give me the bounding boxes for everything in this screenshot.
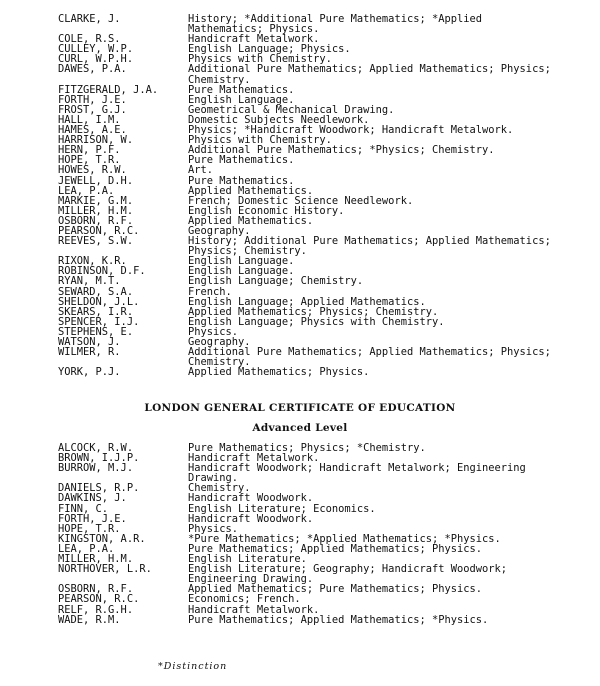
result-row [58,276,558,286]
result-row [58,544,558,554]
student-name: JEWELL, D.H. [58,174,134,187]
result-row [58,564,558,584]
subjects-passed: Applied Mathematics. [188,214,314,227]
student-name: BURROW, M.J. [58,462,134,475]
result-row [58,347,558,367]
student-name: RYAN, M.T. [58,275,121,288]
subjects-passed: French. [188,285,232,298]
student-name: HOPE, T.R. [58,154,121,167]
student-name: CULLEY, W.P. [58,43,134,56]
subjects-passed: Pure Mathematics; Applied Mathematics; *Physics. [188,613,489,626]
subjects-passed: Applied Mathematics; Physics; Chemistry. [188,305,439,318]
student-name: SEWARD, S.A. [58,285,134,298]
student-name: DAWKINS, J. [58,492,127,505]
result-row [58,165,558,175]
subjects-passed: Handicraft Woodwork. [188,512,314,525]
subjects-passed: Physics with Chemistry. [188,134,332,147]
subjects-passed: Additional Pure Mathematics; Applied Mathematics; Physics; Chemistry. [188,63,551,86]
student-name: RELF, R.G.H. [58,603,134,616]
student-name: DAWES, P.A. [58,63,127,76]
student-name: MILLER, H.M. [58,553,134,566]
result-row [58,514,558,524]
subjects-passed: English Economic History. [188,204,345,217]
subjects-passed: Pure Mathematics; Applied Mathematics; Physics. [188,542,483,555]
subjects-passed: Additional Pure Mathematics; *Physics; Chemistry. [188,144,495,157]
student-name: COLE, R.S. [58,33,121,46]
subjects-passed: Domestic Subjects Needlework. [188,113,370,126]
subjects-passed: Handicraft Woodwork; Handicraft Metalwork; Engineering Drawing. [188,462,526,485]
result-row [58,14,558,34]
student-name: SHELDON, J.L. [58,295,140,308]
result-row [58,64,558,84]
student-name: OSBORN, R.F. [58,583,134,596]
student-name: MARKIE, G.M. [58,194,134,207]
student-name: FINN, C. [58,502,109,515]
subjects-passed: History; Additional Pure Mathematics; Applied Mathematics; Physics; Chemistry. [188,235,551,258]
student-name: CURL, W.P.H. [58,53,134,66]
student-name: FROST, G.J. [58,103,127,116]
level-subheading: Advanced Level [252,422,348,434]
student-name: ROBINSON, D.F. [58,265,146,278]
student-name: FITZGERALD, J.A. [58,83,159,96]
subjects-passed: English Literature; Geography; Handicraft Woodwork; Engineering Drawing. [188,563,508,586]
subjects-passed: Physics; *Handicraft Woodwork; Handicraft Metalwork. [188,124,514,137]
student-name: CLARKE, J. [58,13,121,25]
result-row [58,236,558,256]
student-name: PEARSON, R.C. [58,593,140,606]
student-name: OSBORN, R.F. [58,214,134,227]
result-row [58,327,558,337]
subjects-passed: Geometrical & Mechanical Drawing. [188,103,395,116]
student-name: WADE, R.M. [58,613,121,626]
result-row [58,463,558,483]
student-name: FORTH, J.E. [58,512,127,525]
student-name: DANIELS, R.P. [58,482,140,495]
student-name: NORTHOVER, L.R. [58,563,152,576]
student-name: HARRISON, W. [58,134,134,147]
student-name: HOWES, R.W. [58,164,127,177]
subjects-passed: Handicraft Woodwork. [188,492,314,505]
student-name: YORK, P.J. [58,366,121,379]
student-name: REEVES, S.W. [58,235,134,248]
subjects-passed: Chemistry. [188,482,251,495]
student-name: RIXON, K.R. [58,255,127,268]
ordinary-level-results-list [58,14,558,377]
subjects-passed: English Language; Physics with Chemistry. [188,315,445,328]
subjects-passed: English Language; Physics. [188,43,351,56]
student-name: HOPE, T.R. [58,522,121,535]
subjects-passed: Applied Mathematics; Pure Mathematics; Physics. [188,583,483,596]
result-row [58,155,558,165]
subjects-passed: Physics with Chemistry. [188,53,332,66]
advanced-level-results-list [58,443,558,625]
subjects-passed: English Language; Chemistry. [188,275,364,288]
distinction-footnote: *Distinction [158,661,228,672]
subjects-passed: Pure Mathematics. [188,83,295,96]
student-name: HAMES, A.E. [58,124,127,137]
student-name: SKEARS, I.R. [58,305,134,318]
subjects-passed: Physics. [188,325,239,338]
result-row [58,317,558,327]
student-name: LEA, P.A. [58,184,115,197]
subjects-passed: Applied Mathematics; Physics. [188,366,370,379]
subjects-passed: Applied Mathematics. [188,184,314,197]
subjects-passed: Geography. [188,224,251,237]
subjects-passed: English Language. [188,93,295,106]
student-name: FORTH, J.E. [58,93,127,106]
certificate-heading: LONDON GENERAL CERTIFICATE OF EDUCATION [144,402,456,414]
student-name: STEPHENS, E. [58,325,134,338]
student-name: MILLER, H.M. [58,204,134,217]
subjects-passed: French; Domestic Science Needlework. [188,194,414,207]
subjects-passed: Pure Mathematics; Physics; *Chemistry. [188,442,426,454]
subjects-passed: Pure Mathematics. [188,174,295,187]
result-row [58,85,558,95]
subjects-passed: Economics; French. [188,593,301,606]
subjects-passed: English Literature; Economics. [188,502,376,515]
result-row [58,145,558,155]
student-name: WILMER, R. [58,346,121,359]
subjects-passed: Handicraft Metalwork. [188,452,320,465]
subjects-passed: Additional Pure Mathematics; Applied Mathematics; Physics; Chemistry. [188,346,551,369]
student-name: KINGSTON, A.R. [58,532,146,545]
subjects-passed: English Language. [188,265,295,278]
student-name: HERN, P.F. [58,144,121,157]
student-name: LEA, P.A. [58,542,115,555]
subjects-passed: Geography. [188,336,251,348]
student-name: WATSON, J. [58,336,121,348]
subjects-passed: English Language. [188,255,295,268]
student-name: PEARSON, R.C. [58,224,140,237]
result-row [58,615,558,625]
subjects-passed: Pure Mathematics. [188,154,295,167]
subjects-passed: Handicraft Metalwork. [188,33,320,46]
subjects-passed: History; *Additional Pure Mathematics; *Applied Mathematics; Physics. [188,13,483,36]
subjects-passed: Art. [188,164,214,177]
result-row [58,594,558,604]
result-row [58,367,558,377]
subjects-passed: Physics. [188,522,239,535]
student-name: ALCOCK, R.W. [58,442,134,454]
student-name: HALL, I.M. [58,113,121,126]
student-name: BROWN, I.J.P. [58,452,140,465]
subjects-passed: English Language; Applied Mathematics. [188,295,426,308]
subjects-passed: Handicraft Metalwork. [188,603,320,616]
student-name: SPENCER, I.J. [58,315,140,328]
subjects-passed: English Literature. [188,553,307,566]
subjects-passed: *Pure Mathematics; *Applied Mathematics; *Physics. [188,532,501,545]
